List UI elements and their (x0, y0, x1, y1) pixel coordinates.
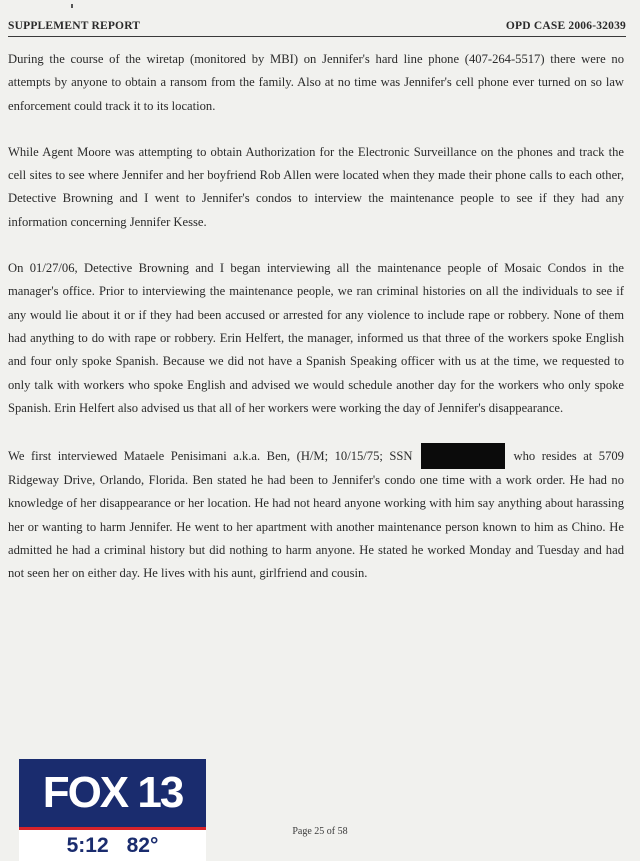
header-rule (8, 36, 626, 37)
redaction-box (421, 443, 505, 469)
paragraph-surveillance: While Agent Moore was attempting to obtain Authorization for the Electronic Surveillance on the phones and track the cell sites to see where Jennifer and her boyfriend Rob Allen were located when they made their phone calls to each other, Detective Browning and I went to Jennifer's condos to interview the maintenance people to see if they had any information concerning Jennifer Kesse. (8, 144, 624, 229)
case-number: OPD CASE 2006-32039 (505, 20, 626, 32)
time-readout: 5:12 (66, 833, 109, 857)
paragraph-interview (8, 443, 624, 585)
page-number: Page 25 of 58 (292, 826, 348, 837)
paragraph-wiretap: During the course of the wiretap (monitored by MBI) on Jennifer's hard line phone (407-264-5517) there were no attempts by anyone to obtain a ransom from the family. Also at no time was Jennifer's cell phone ever turned on so law enforcement could track it to its location. (8, 52, 624, 113)
station-logo: FOX 13 (42, 768, 183, 817)
fox13-bug (19, 759, 206, 861)
report-title: SUPPLEMENT REPORT (8, 20, 141, 32)
temperature-readout: 82° (126, 833, 159, 857)
scan-mark (71, 4, 73, 8)
paragraph-maintenance: On 01/27/06, Detective Browning and I began interviewing all the maintenance people of Mosaic Condos in the manager's office. Prior to interviewing the maintenance people, we ran criminal histories on all the individuals to see if any would lie about it or if they had been accused or arrested for any violence to include rape or robbery. None of them had anything to do with rape or robbery. Erin Helfert, the manager, informed us that three of the workers spoke English and four only spoke Spanish. Because we did not have a Spanish Speaking officer with us at the time, we requested to only talk with workers who spoke English and advised we would schedule another day for the workers who only spoke Spanish. Erin Helfert also advised us that all of her workers were working the day of Jennifer's disappearance. (8, 261, 624, 415)
interview-text-after: who resides at 5709 Ridgeway Drive, Orlando, Florida. Ben stated he had been to Jennifer's condo one time with a work order. He had no knowledge of her disappearance or her location. He had not heard anyone working with him say anything about harassing her or wanting to harm Jennifer. He went to her apartment with another maintenance person known to him as Chino. He admitted he had a criminal history but did nothing to harm anyone. He stated he worked Monday and Tuesday and had not seen her on either day. He lives with his aunt, girlfriend and cousin. (8, 449, 624, 581)
report-body (8, 48, 624, 609)
interview-text-before: We first interviewed Mataele Penisimani a.k.a. Ben, (H/M; 10/15/75; SSN (8, 449, 413, 464)
time-temp-bar (19, 830, 206, 861)
